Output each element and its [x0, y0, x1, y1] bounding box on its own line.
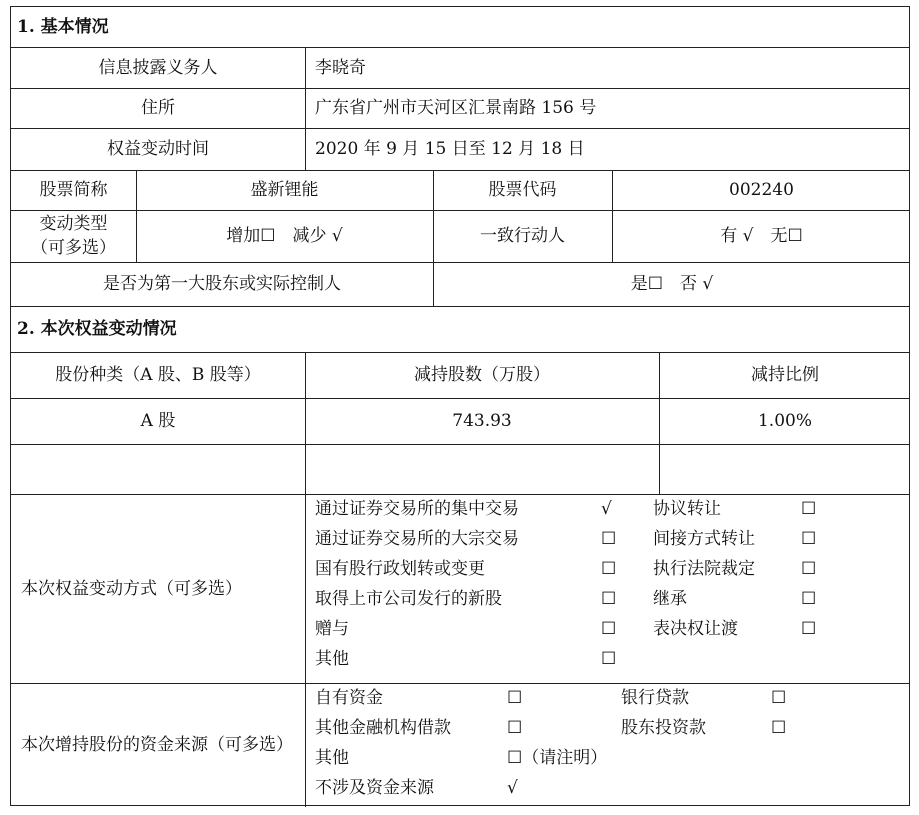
share-type-header: 股份种类（A 股、B 股等） [55, 365, 261, 385]
change-method-options [305, 494, 911, 683]
method-option-mark: ☐ [601, 589, 617, 609]
method-option-mark: ☐ [801, 559, 817, 579]
controller-value: 是☐ 否 √ [630, 274, 714, 294]
method-option-label: 通过证券交易所的集中交易 [315, 499, 519, 519]
method-option-label: 继承 [653, 589, 687, 609]
method-option-label: 协议转让 [653, 499, 721, 519]
reduce-ratio-header: 减持比例 [751, 365, 819, 385]
method-option-label: 赠与 [315, 619, 349, 639]
stock-code-label: 股票代码 [488, 180, 557, 200]
change-time-value: 2020 年 9 月 15 日至 12 月 18 日 [315, 139, 585, 159]
reduce-ratio-value: 1.00% [757, 411, 812, 431]
funds-option-mark: ☐ [507, 688, 523, 708]
address-value: 广东省广州市天河区汇景南路 156 号 [315, 98, 597, 118]
funds-option-label: 银行贷款 [621, 688, 689, 708]
method-option-label: 其他 [315, 649, 349, 669]
method-option-mark: ☐ [601, 619, 617, 639]
method-option-mark: ☐ [601, 649, 617, 669]
discloser-value: 李晓奇 [315, 57, 366, 78]
funds-option-label: 自有资金 [315, 688, 383, 708]
funds-source-label: 本次增持股份的资金来源（可多选） [21, 735, 293, 755]
method-option-mark: ☐ [801, 499, 817, 519]
funds-option-label: 股东投资款 [621, 718, 706, 738]
funds-option-mark: ☐ [507, 718, 523, 738]
funds-option-label: 不涉及资金来源 [315, 778, 434, 798]
funds-option-mark: √ [507, 778, 518, 798]
change-type-label-line1: 变动类型 [39, 214, 108, 234]
stock-name-label: 股票简称 [39, 180, 108, 200]
change-time-label: 权益变动时间 [107, 139, 209, 159]
reduce-shares-value: 743.93 [452, 411, 512, 431]
funds-option-mark: ☐（请注明） [507, 748, 608, 768]
funds-option-label: 其他金融机构借款 [315, 718, 451, 738]
method-option-mark: √ [601, 499, 612, 519]
funds-option-mark: ☐ [771, 688, 787, 708]
method-option-mark: ☐ [801, 529, 817, 549]
disclosure-table [10, 6, 910, 806]
method-option-label: 表决权让渡 [653, 619, 738, 639]
concert-party-label: 一致行动人 [480, 226, 565, 246]
share-type-value: A 股 [140, 411, 176, 431]
method-option-label: 取得上市公司发行的新股 [315, 589, 502, 609]
controller-label: 是否为第一大股东或实际控制人 [103, 274, 341, 294]
discloser-label: 信息披露义务人 [98, 57, 218, 78]
change-type-value: 增加☐ 减少 √ [226, 226, 343, 246]
method-option-label: 通过证券交易所的大宗交易 [315, 529, 519, 549]
change-method-label: 本次权益变动方式（可多选） [21, 578, 242, 599]
method-option-mark: ☐ [801, 589, 817, 609]
method-option-mark: ☐ [801, 619, 817, 639]
method-option-label: 国有股行政划转或变更 [315, 559, 485, 579]
funds-option-mark: ☐ [771, 718, 787, 738]
method-option-mark: ☐ [601, 559, 617, 579]
stock-code-value: 002240 [729, 180, 794, 200]
funds-option-label: 其他 [315, 748, 349, 768]
reduce-shares-header: 减持股数（万股） [414, 365, 550, 385]
stock-name-value: 盛新锂能 [250, 180, 319, 200]
change-type-label-line2: （可多选） [31, 238, 116, 258]
method-option-mark: ☐ [601, 529, 617, 549]
section-1-title: 1. 基本情况 [17, 17, 109, 37]
method-option-label: 执行法院裁定 [653, 559, 755, 579]
section-2-title: 2. 本次权益变动情况 [17, 319, 177, 339]
change-type-label [11, 210, 136, 262]
address-label: 住所 [141, 98, 175, 118]
method-option-label: 间接方式转让 [653, 529, 755, 549]
concert-party-value: 有 √ 无☐ [720, 226, 803, 246]
funds-source-options [305, 683, 911, 807]
